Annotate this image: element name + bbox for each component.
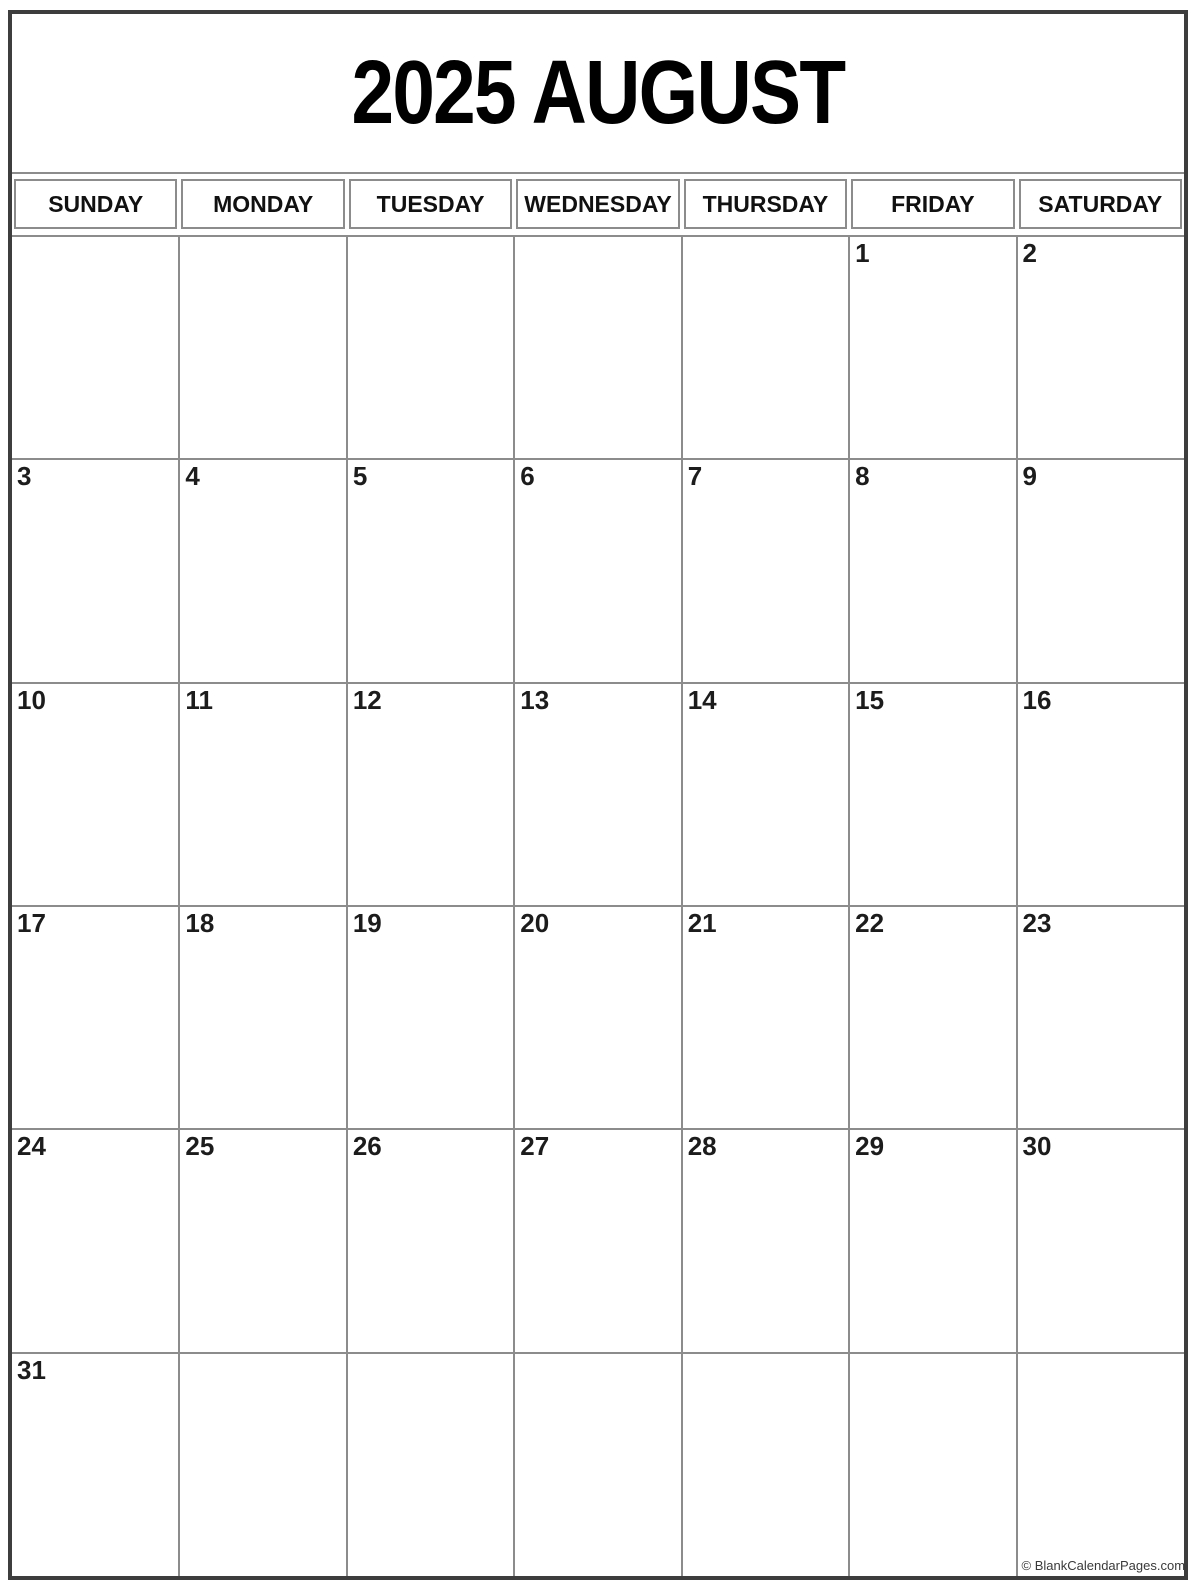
day-cell bbox=[12, 236, 179, 459]
day-cell bbox=[179, 236, 346, 459]
weekday-header-sunday: SUNDAY bbox=[14, 179, 177, 229]
date-number: 14 bbox=[687, 684, 717, 715]
day-cell bbox=[347, 906, 514, 1129]
calendar-grid bbox=[12, 235, 1184, 1576]
date-number: 8 bbox=[855, 461, 870, 492]
day-cell bbox=[849, 1353, 1016, 1576]
date-number: 17 bbox=[17, 907, 46, 938]
day-cell bbox=[1017, 1353, 1184, 1576]
date-number: 29 bbox=[855, 1131, 885, 1162]
date-number: 13 bbox=[520, 684, 550, 715]
date-number: 1 bbox=[855, 238, 870, 268]
day-cell bbox=[347, 1129, 514, 1352]
day-cell bbox=[682, 906, 849, 1129]
day-cell bbox=[12, 1353, 179, 1576]
day-cell bbox=[347, 1353, 514, 1576]
day-cell bbox=[179, 683, 346, 906]
day-cell bbox=[514, 236, 681, 459]
date-number: 23 bbox=[1022, 907, 1052, 938]
date-number: 7 bbox=[687, 461, 703, 492]
date-number: 10 bbox=[17, 684, 46, 715]
date-number: 27 bbox=[520, 1131, 550, 1162]
weekday-header-tuesday: TUESDAY bbox=[349, 179, 512, 229]
week-row-5 bbox=[12, 1129, 1184, 1352]
weekday-header-wednesday: WEDNESDAY bbox=[516, 179, 679, 229]
date-number: 11 bbox=[185, 684, 213, 715]
weekday-header-saturday: SATURDAY bbox=[1019, 179, 1182, 229]
day-cell bbox=[179, 459, 346, 682]
day-cell bbox=[849, 236, 1016, 459]
day-cell bbox=[1017, 1129, 1184, 1352]
weekday-header-friday: FRIDAY bbox=[851, 179, 1014, 229]
day-cell bbox=[849, 906, 1016, 1129]
day-cell bbox=[514, 1129, 681, 1352]
day-cell bbox=[12, 683, 179, 906]
week-row-6 bbox=[12, 1353, 1184, 1576]
day-cell bbox=[12, 459, 179, 682]
day-cell bbox=[179, 1353, 346, 1576]
day-cell bbox=[1017, 459, 1184, 682]
date-number: 12 bbox=[352, 684, 382, 715]
day-cell bbox=[849, 683, 1016, 906]
weekday-header-row bbox=[12, 179, 1184, 229]
week-row-4 bbox=[12, 906, 1184, 1129]
watermark: © BlankCalendarPages.com bbox=[1021, 1558, 1186, 1573]
day-cell bbox=[682, 1129, 849, 1352]
date-number: 2 bbox=[1022, 238, 1037, 268]
day-cell bbox=[849, 1129, 1016, 1352]
date-number: 24 bbox=[17, 1131, 46, 1162]
day-cell bbox=[12, 1129, 179, 1352]
date-number: 15 bbox=[855, 684, 885, 715]
date-number: 25 bbox=[185, 1131, 215, 1162]
date-number: 5 bbox=[352, 461, 368, 492]
day-cell bbox=[849, 459, 1016, 682]
date-number: 16 bbox=[1022, 684, 1052, 715]
day-cell bbox=[514, 459, 681, 682]
date-number: 31 bbox=[17, 1354, 46, 1385]
date-number: 4 bbox=[185, 461, 200, 492]
day-cell bbox=[347, 459, 514, 682]
day-cell bbox=[682, 1353, 849, 1576]
day-cell bbox=[682, 459, 849, 682]
date-number: 30 bbox=[1022, 1131, 1052, 1162]
date-number: 28 bbox=[687, 1131, 717, 1162]
day-cell bbox=[514, 906, 681, 1129]
day-cell bbox=[682, 683, 849, 906]
day-cell bbox=[1017, 683, 1184, 906]
date-number: 20 bbox=[520, 907, 550, 938]
day-cell bbox=[1017, 236, 1184, 459]
day-cell bbox=[12, 906, 179, 1129]
date-number: 18 bbox=[185, 907, 215, 938]
week-row-1 bbox=[12, 236, 1184, 459]
week-row-2 bbox=[12, 459, 1184, 682]
day-cell bbox=[179, 1129, 346, 1352]
day-cell bbox=[347, 683, 514, 906]
day-cell bbox=[347, 236, 514, 459]
day-cell bbox=[1017, 906, 1184, 1129]
date-number: 26 bbox=[352, 1131, 382, 1162]
calendar-grid-container bbox=[12, 235, 1184, 1576]
calendar-page bbox=[8, 10, 1188, 1580]
day-cell bbox=[682, 236, 849, 459]
week-row-3 bbox=[12, 683, 1184, 906]
date-number: 21 bbox=[687, 907, 717, 938]
date-number: 19 bbox=[352, 907, 382, 938]
date-number: 3 bbox=[17, 461, 32, 492]
date-number: 6 bbox=[520, 461, 535, 492]
date-number: 9 bbox=[1022, 461, 1037, 492]
day-cell bbox=[179, 906, 346, 1129]
day-cell bbox=[514, 1353, 681, 1576]
calendar-title-area bbox=[12, 14, 1184, 174]
weekday-header-thursday: THURSDAY bbox=[684, 179, 847, 229]
page-title: 2025 AUGUST bbox=[351, 42, 845, 143]
weekday-header-monday: MONDAY bbox=[181, 179, 344, 229]
day-cell bbox=[514, 683, 681, 906]
date-number: 22 bbox=[855, 907, 885, 938]
